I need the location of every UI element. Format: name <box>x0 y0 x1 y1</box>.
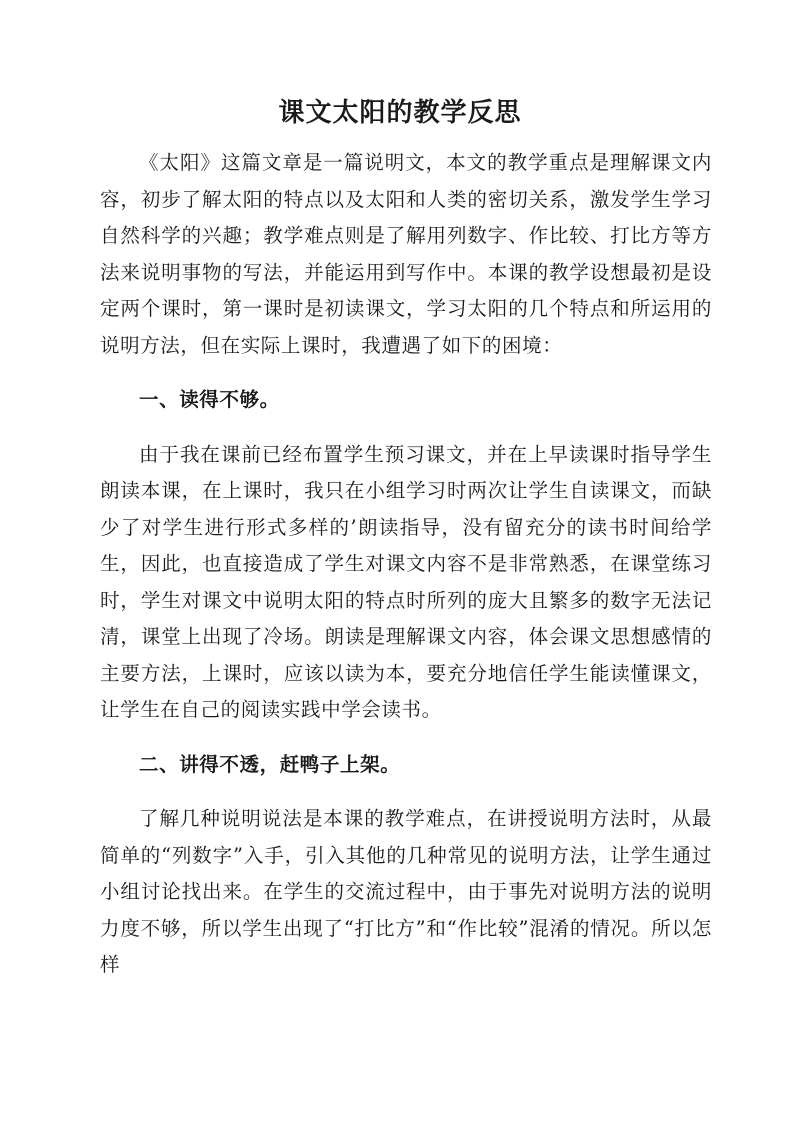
document-body <box>100 145 712 1002</box>
section-heading-1: 一、读得不够。 <box>139 388 280 411</box>
paragraph-intro: 《太阳》这篇文章是一篇说明文，本文的教学重点是理解课文内容，初步了解太阳的特点以及太阳和人类的密切关系，激发学生学习自然科学的兴趣；教学难点则是了解用列数字、作比较、打比方等方法来说明事物的写法，并能运用到写作中。本课的教学设想最初是设定两个课时，第一课时是初读课文，学习太阳的几个特点和所运用的说明方法，但在实际上课时，我遭遇了如下的困境： <box>100 151 712 357</box>
paragraph-section-1: 由于我在课前已经布置学生预习课文，并在上早读课时指导学生朗读本课，在上课时，我只在小组学习时两次让学生自读课文，而缺少了对学生进行形式多样的’朗读指导，没有留充分的读书时间给学生，因此，也直接造成了学生对课文内容不是非常熟悉，在课堂练习时，学生对课文中说明太阳的特点时所列的庞大且繁多的数字无法记清，课堂上出现了冷场。朗读是理解课文内容，体会课文思想感情的主要方法，上课时，应该以读为本，要充分地信任学生能读懂课文，让学生在自己的阅读实践中学会读书。 <box>100 442 712 721</box>
document-title: 课文太阳的教学反思 <box>278 98 522 128</box>
section-heading-2: 二、讲得不透，赶鸭子上架。 <box>139 752 401 776</box>
paragraph-section-2: 了解几种说明说法是本课的教学难点，在讲授说明方法时，从最简单的“列数字”入手，引入其他的几种常见的说明方法，让学生通过小组讨论找出来。在学生的交流过程中，由于事先对说明方法的说明力度不够，所以学生出现了“打比方”和“作比较”混淆的情况。所以怎样 <box>100 807 712 976</box>
